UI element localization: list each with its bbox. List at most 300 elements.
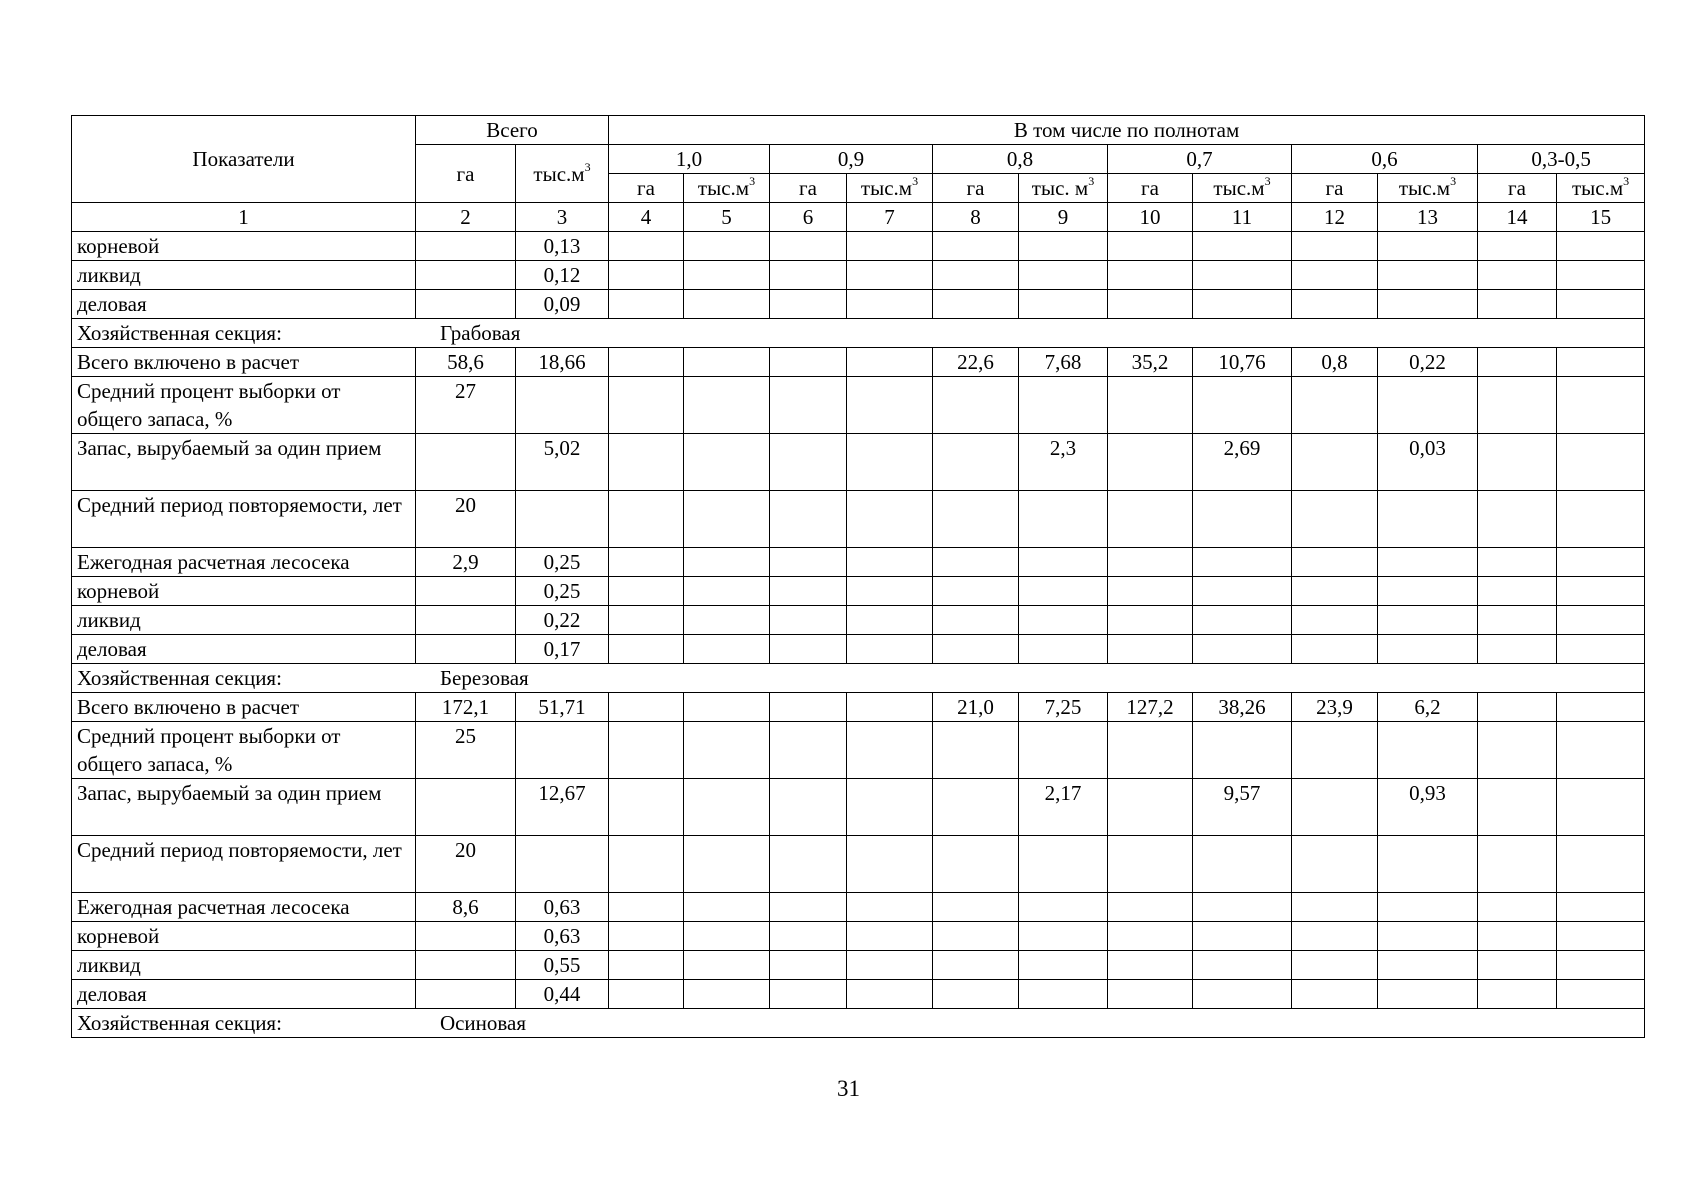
table-cell (1378, 635, 1478, 664)
table-cell (684, 606, 770, 635)
table-cell (1378, 922, 1478, 951)
header-ha: га (1292, 174, 1378, 203)
table-cell (1193, 951, 1292, 980)
table-cell: 12,67 (516, 779, 609, 836)
table-cell (1478, 261, 1557, 290)
table-cell (1557, 836, 1645, 893)
table-cell (1193, 232, 1292, 261)
table-cell (1478, 434, 1557, 491)
table-row (72, 635, 1645, 664)
column-number-cell: 5 (684, 203, 770, 232)
table-cell (609, 377, 684, 434)
table-cell (770, 434, 847, 491)
table-cell (1193, 836, 1292, 893)
table-cell (933, 577, 1019, 606)
table-cell (609, 577, 684, 606)
table-cell (933, 377, 1019, 434)
table-cell (1378, 232, 1478, 261)
forest-stats-table (71, 115, 1645, 1038)
table-cell (1292, 635, 1378, 664)
table-row (72, 722, 1645, 779)
table-cell (770, 779, 847, 836)
table-cell (416, 577, 516, 606)
table-cell (416, 434, 516, 491)
table-cell: 38,26 (1193, 693, 1292, 722)
table-cell (684, 491, 770, 548)
table-cell (770, 836, 847, 893)
table-cell (1378, 577, 1478, 606)
table-cell (1478, 577, 1557, 606)
header-row-1 (72, 116, 1645, 145)
table-row (72, 606, 1645, 635)
row-label: Средний процент выборки от общего запаса, % (72, 377, 416, 434)
table-cell (1292, 951, 1378, 980)
header-ha: га (770, 174, 847, 203)
row-label: Средний процент выборки от общего запаса, % (72, 722, 416, 779)
table-cell (933, 491, 1019, 548)
table-cell (609, 951, 684, 980)
row-label: ликвид (72, 606, 416, 635)
table-cell: 2,3 (1019, 434, 1108, 491)
table-cell (1019, 491, 1108, 548)
table-cell (847, 951, 933, 980)
table-cell (684, 377, 770, 434)
table-cell (684, 261, 770, 290)
header-ha: га (933, 174, 1019, 203)
table-cell: 0,22 (1378, 348, 1478, 377)
table-cell (1292, 548, 1378, 577)
table-cell (1557, 434, 1645, 491)
table-cell (933, 290, 1019, 319)
table-row (72, 290, 1645, 319)
table-cell: 0,44 (516, 980, 609, 1009)
table-cell (770, 577, 847, 606)
table-cell (1378, 893, 1478, 922)
table-cell (609, 922, 684, 951)
header-indicators: Показатели (72, 116, 416, 203)
table-cell (1478, 290, 1557, 319)
table-cell (609, 893, 684, 922)
table-cell (1108, 980, 1193, 1009)
table-cell: 0,93 (1378, 779, 1478, 836)
table-cell (847, 893, 933, 922)
section-name: Грабовая (439, 321, 521, 345)
table-cell (1292, 491, 1378, 548)
table-cell: 25 (416, 722, 516, 779)
table-cell: 2,9 (416, 548, 516, 577)
table-cell (1478, 491, 1557, 548)
table-cell (847, 290, 933, 319)
section-row (72, 1009, 1645, 1038)
table-cell (1378, 722, 1478, 779)
table-cell (770, 348, 847, 377)
column-number-cell: 13 (1378, 203, 1478, 232)
table-cell (1478, 779, 1557, 836)
table-cell (1557, 261, 1645, 290)
table-row (72, 348, 1645, 377)
section-cell (72, 1009, 1645, 1038)
table-cell (416, 261, 516, 290)
table-row (72, 577, 1645, 606)
table-cell (1378, 951, 1478, 980)
table-cell (933, 980, 1019, 1009)
table-cell (770, 290, 847, 319)
table-cell (847, 261, 933, 290)
table-cell (1193, 922, 1292, 951)
table-cell (1108, 606, 1193, 635)
table-cell: 2,17 (1019, 779, 1108, 836)
table-cell (1292, 261, 1378, 290)
table-cell: 0,55 (516, 951, 609, 980)
table-cell (609, 491, 684, 548)
row-label: ликвид (72, 261, 416, 290)
table-cell (770, 722, 847, 779)
table-cell (609, 779, 684, 836)
column-number-cell: 3 (516, 203, 609, 232)
column-number-cell: 12 (1292, 203, 1378, 232)
table-cell: 27 (416, 377, 516, 434)
table-cell (1478, 893, 1557, 922)
table-cell (770, 548, 847, 577)
table-cell: 0,13 (516, 232, 609, 261)
table-cell (1108, 893, 1193, 922)
table-cell (1019, 606, 1108, 635)
table-cell (684, 779, 770, 836)
table-cell (1557, 951, 1645, 980)
table-cell (847, 779, 933, 836)
table-cell (770, 922, 847, 951)
table-cell (1292, 893, 1378, 922)
table-cell (1292, 377, 1378, 434)
table-cell: 0,17 (516, 635, 609, 664)
table-cell (1019, 922, 1108, 951)
table-cell (933, 922, 1019, 951)
table-cell: 20 (416, 836, 516, 893)
section-cell (72, 664, 1645, 693)
table-cell (684, 635, 770, 664)
table-cell (684, 836, 770, 893)
table-cell (1292, 577, 1378, 606)
row-label: Всего включено в расчет (72, 348, 416, 377)
table-cell (609, 261, 684, 290)
section-cell (72, 319, 1645, 348)
row-label: корневой (72, 577, 416, 606)
table-cell (1557, 577, 1645, 606)
table-cell (416, 980, 516, 1009)
table-row (72, 377, 1645, 434)
table-cell (1292, 232, 1378, 261)
table-cell (1019, 377, 1108, 434)
table-cell (609, 980, 684, 1009)
table-cell (1557, 722, 1645, 779)
table-cell (1478, 693, 1557, 722)
table-cell (1378, 836, 1478, 893)
header-density-4: 0,7 (1108, 145, 1292, 174)
header-ha: га (609, 174, 684, 203)
table-cell (1108, 290, 1193, 319)
column-number-cell: 1 (72, 203, 416, 232)
table-cell (1378, 261, 1478, 290)
table-cell (1292, 980, 1378, 1009)
header-ha: га (1478, 174, 1557, 203)
table-cell: 23,9 (1292, 693, 1378, 722)
table-cell (1193, 377, 1292, 434)
table-cell (770, 893, 847, 922)
table-cell (609, 232, 684, 261)
row-label: корневой (72, 232, 416, 261)
header-density-6: 0,3-0,5 (1478, 145, 1645, 174)
table-cell (847, 922, 933, 951)
section-row (72, 319, 1645, 348)
table-cell: 18,66 (516, 348, 609, 377)
table-cell (416, 951, 516, 980)
row-label: деловая (72, 980, 416, 1009)
table-cell: 9,57 (1193, 779, 1292, 836)
table-cell (933, 232, 1019, 261)
table-cell (847, 693, 933, 722)
table-cell (770, 980, 847, 1009)
table-cell: 7,68 (1019, 348, 1108, 377)
table-row (72, 434, 1645, 491)
table-cell: 35,2 (1108, 348, 1193, 377)
table-cell (1557, 348, 1645, 377)
table-cell (1019, 893, 1108, 922)
table-cell (1108, 548, 1193, 577)
table-cell (1193, 893, 1292, 922)
table-cell (1108, 779, 1193, 836)
table-cell (1557, 980, 1645, 1009)
table-cell (416, 290, 516, 319)
section-label: Хозяйственная секция: (77, 321, 282, 345)
table-cell (770, 693, 847, 722)
table-cell (1193, 606, 1292, 635)
header-total-volume: $тыс.м^3$ (516, 145, 609, 203)
table-cell (1478, 951, 1557, 980)
header-volume: $тыс.м^3$ (847, 174, 933, 203)
table-cell (1478, 548, 1557, 577)
table-cell (770, 606, 847, 635)
table-cell (1108, 261, 1193, 290)
table-cell (847, 635, 933, 664)
table-cell (847, 434, 933, 491)
table-cell (933, 635, 1019, 664)
section-name: Березовая (439, 666, 529, 690)
table-cell (416, 232, 516, 261)
table-cell (770, 261, 847, 290)
header-density-1: 1,0 (609, 145, 770, 174)
table-cell: 0,25 (516, 577, 609, 606)
table-cell: 0,63 (516, 893, 609, 922)
table-cell (1478, 922, 1557, 951)
table-cell (1557, 922, 1645, 951)
table-cell (684, 232, 770, 261)
table-cell (1193, 261, 1292, 290)
table-cell (1019, 548, 1108, 577)
table-cell (1019, 290, 1108, 319)
table-row (72, 922, 1645, 951)
table-row (72, 548, 1645, 577)
table-cell (770, 635, 847, 664)
table-cell (933, 951, 1019, 980)
table-cell (847, 377, 933, 434)
row-label: Запас, вырубаемый за один прием (72, 779, 416, 836)
table-cell (609, 693, 684, 722)
table-cell (933, 434, 1019, 491)
column-number-cell: 14 (1478, 203, 1557, 232)
table-cell (1193, 635, 1292, 664)
table-cell (1108, 232, 1193, 261)
table-cell: 10,76 (1193, 348, 1292, 377)
table-cell (770, 491, 847, 548)
table-cell (1292, 722, 1378, 779)
table-cell (1557, 693, 1645, 722)
table-cell (684, 893, 770, 922)
table-cell (770, 377, 847, 434)
table-cell (1478, 836, 1557, 893)
table-cell (1378, 980, 1478, 1009)
table-cell (1108, 951, 1193, 980)
table-cell (1478, 377, 1557, 434)
table-cell: 8,6 (416, 893, 516, 922)
table-cell: 2,69 (1193, 434, 1292, 491)
table-cell (684, 290, 770, 319)
header-by-density: В том числе по полнотам (609, 116, 1645, 145)
table-cell: 0,09 (516, 290, 609, 319)
row-label: Ежегодная расчетная лесосека (72, 893, 416, 922)
column-number-row (72, 203, 1645, 232)
column-number-cell: 7 (847, 203, 933, 232)
table-row (72, 836, 1645, 893)
table-cell: 0,22 (516, 606, 609, 635)
table-cell (1108, 434, 1193, 491)
table-cell (609, 348, 684, 377)
table-cell (933, 893, 1019, 922)
table-cell (516, 722, 609, 779)
table-cell (684, 922, 770, 951)
table-cell (516, 377, 609, 434)
table-cell (1557, 779, 1645, 836)
table-cell: 21,0 (933, 693, 1019, 722)
table-cell (609, 635, 684, 664)
table-cell (416, 779, 516, 836)
table-cell (609, 606, 684, 635)
table-cell (1193, 290, 1292, 319)
table-cell (933, 779, 1019, 836)
table-cell (684, 577, 770, 606)
table-cell: 6,2 (1378, 693, 1478, 722)
row-label: ликвид (72, 951, 416, 980)
table-cell (1019, 951, 1108, 980)
table-cell (1019, 722, 1108, 779)
table-cell (847, 980, 933, 1009)
table-row (72, 980, 1645, 1009)
table-cell (1292, 922, 1378, 951)
header-volume: $тыс.м^3$ (1557, 174, 1645, 203)
table-cell (1019, 980, 1108, 1009)
table-cell (1557, 893, 1645, 922)
table-cell (1478, 348, 1557, 377)
table-row (72, 893, 1645, 922)
table-cell (1108, 922, 1193, 951)
section-name: Осиновая (439, 1011, 527, 1035)
table-cell (1478, 635, 1557, 664)
column-number-cell: 4 (609, 203, 684, 232)
table-cell (416, 606, 516, 635)
header-density-3: 0,8 (933, 145, 1108, 174)
table-cell (1557, 548, 1645, 577)
header-ha: га (1108, 174, 1193, 203)
table-cell (1557, 377, 1645, 434)
table-row (72, 491, 1645, 548)
table-cell (770, 951, 847, 980)
row-label: деловая (72, 635, 416, 664)
table-cell (1019, 232, 1108, 261)
table-cell (1019, 577, 1108, 606)
table-cell (847, 491, 933, 548)
table-cell (933, 606, 1019, 635)
table-cell (1019, 261, 1108, 290)
table-cell (1108, 635, 1193, 664)
table-cell: 0,03 (1378, 434, 1478, 491)
table-cell (684, 693, 770, 722)
table-cell: 172,1 (416, 693, 516, 722)
table-cell (933, 836, 1019, 893)
table-cell (1108, 836, 1193, 893)
header-density-5: 0,6 (1292, 145, 1478, 174)
table-cell (847, 606, 933, 635)
table-cell (847, 232, 933, 261)
column-number-cell: 6 (770, 203, 847, 232)
table-cell (609, 722, 684, 779)
header-density-2: 0,9 (770, 145, 933, 174)
table-cell (933, 722, 1019, 779)
table-cell (1193, 722, 1292, 779)
table-cell: 5,02 (516, 434, 609, 491)
table-cell (1292, 290, 1378, 319)
table-cell: 22,6 (933, 348, 1019, 377)
table-cell (609, 548, 684, 577)
table-cell (1019, 635, 1108, 664)
table-cell (1108, 722, 1193, 779)
table-cell (1292, 779, 1378, 836)
table-cell (1193, 577, 1292, 606)
table-row (72, 951, 1645, 980)
table-cell (1378, 290, 1478, 319)
column-number-cell: 11 (1193, 203, 1292, 232)
table-cell (1378, 491, 1478, 548)
section-row (72, 664, 1645, 693)
table-cell (1557, 635, 1645, 664)
table-cell (847, 348, 933, 377)
table-cell: 0,8 (1292, 348, 1378, 377)
row-label: Средний период повторяемости, лет (72, 491, 416, 548)
header-total: Всего (416, 116, 609, 145)
row-label: корневой (72, 922, 416, 951)
table-row (72, 779, 1645, 836)
header-volume: $тыс.м^3$ (1193, 174, 1292, 203)
table-cell (684, 548, 770, 577)
table-cell (416, 922, 516, 951)
table-cell: 0,12 (516, 261, 609, 290)
header-volume: $тыс.м^3$ (1378, 174, 1478, 203)
table-cell (1557, 491, 1645, 548)
table-cell (1557, 606, 1645, 635)
table-cell: 7,25 (1019, 693, 1108, 722)
table-cell (1019, 836, 1108, 893)
table-cell (847, 548, 933, 577)
table-cell (770, 232, 847, 261)
table-cell (933, 548, 1019, 577)
